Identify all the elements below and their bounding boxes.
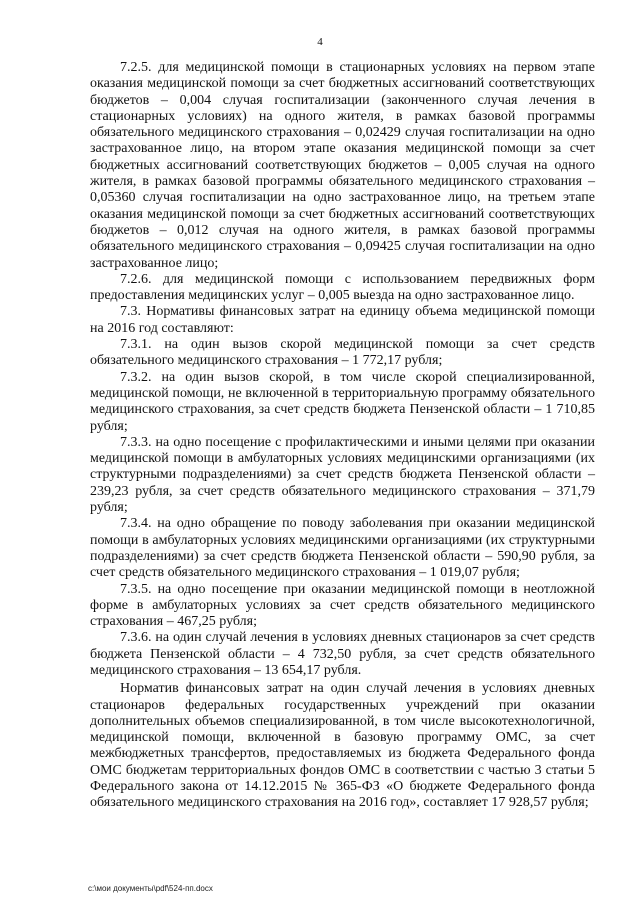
document-body: [90, 60, 595, 812]
paragraph-norm-day-hospital: Норматив финансовых затрат на один случай лечения в условиях дневных стационаров федеральных государственных учреждений при оказании дополнительных объемов специализированной, в том числе высокотехнологичной, медицинской помощи, включенной в базовую программу ОМС, за счет межбюджетных трансфертов, предоставляемых из бюджета Федерального фонда ОМС бюджетам территориальных фондов ОМС в соответствии с частью 3 статьи 5 Федерального закона от 14.12.2015 № 365-ФЗ «О бюджете Федерального фонда обязательного медицинского страхования на 2016 год», составляет 17 928,57 рубля;: [90, 681, 595, 811]
paragraph-7-3-2: 7.3.2. на один вызов скорой, в том числе скорой специализированной, медицинской помощи, не включенной в территориальную программу обязательного медицинского страхования, за счет средств бюджета Пензенской области – 1 710,85 рубля;: [90, 369, 595, 434]
paragraph-7-2-5: 7.2.5. для медицинской помощи в стационарных условиях на первом этапе оказания медицинской помощи за счет бюджетных ассигнований соответствующих бюджетов – 0,004 случая госпитализации (законченного случая лечения в стационарных условиях) на одного жителя, в рамках базовой программы обязательного медицинского страхования – 0,02429 случая госпитализации на одно застрахованное лицо, на втором этапе оказания медицинской помощи за счет бюджетных ассигнований соответствующих бюджетов – 0,005 случая на одного жителя, в рамках базовой программы обязательного медицинского страхования – 0,05360 случая госпитализации на одно застрахованное лицо, на третьем этапе оказания медицинской помощи за счет бюджетных ассигнований соответствующих бюджетов – 0,012 случая на одного жителя, в рамках базовой программы обязательного медицинского страхования – 0,09425 случая госпитализации на одно застрахованное лицо;: [90, 60, 595, 271]
paragraph-7-3: 7.3. Нормативы финансовых затрат на единицу объема медицинской помощи на 2016 год составляют:: [90, 304, 595, 336]
paragraph-7-3-4: 7.3.4. на одно обращение по поводу заболевания при оказании медицинской помощи в амбулаторных условиях медицинскими организациями (их структурными подразделениями) за счет средств бюджета Пензенской области – 590,90 рубля, за счет средств обязательного медицинского страхования – 1 019,07 рубля;: [90, 516, 595, 581]
paragraph-7-3-3: 7.3.3. на одно посещение с профилактическими и иными целями при оказании медицинской помощи в амбулаторных условиях медицинскими организациями (их структурными подразделениями) за счет средств бюджета Пензенской области – 239,23 рубля, за счет средств обязательного медицинского страхования – 371,79 рубля;: [90, 434, 595, 516]
paragraph-7-3-1: 7.3.1. на один вызов скорой медицинской помощи за счет средств обязательного медицинского страхования – 1 772,17 рубля;: [90, 337, 595, 369]
page-number: 4: [317, 36, 323, 48]
paragraph-7-2-6: 7.2.6. для медицинской помощи с использованием передвижных форм предоставления медицинских услуг – 0,005 выезда на одно застрахованное лицо.: [90, 271, 595, 304]
file-path-footer: c:\мои документы\pdf\524-пп.docx: [88, 884, 213, 893]
paragraph-7-3-6: 7.3.6. на один случай лечения в условиях дневных стационаров за счет средств бюджета Пензенской области – 4 732,50 рубля, за счет средств обязательного медицинского страхования – 13 654,17 рубля.: [90, 630, 595, 678]
paragraph-7-3-5: 7.3.5. на одно посещение при оказании медицинской помощи в неотложной форме в амбулаторных условиях за счет средств обязательного медицинского страхования – 467,25 рубля;: [90, 581, 595, 630]
